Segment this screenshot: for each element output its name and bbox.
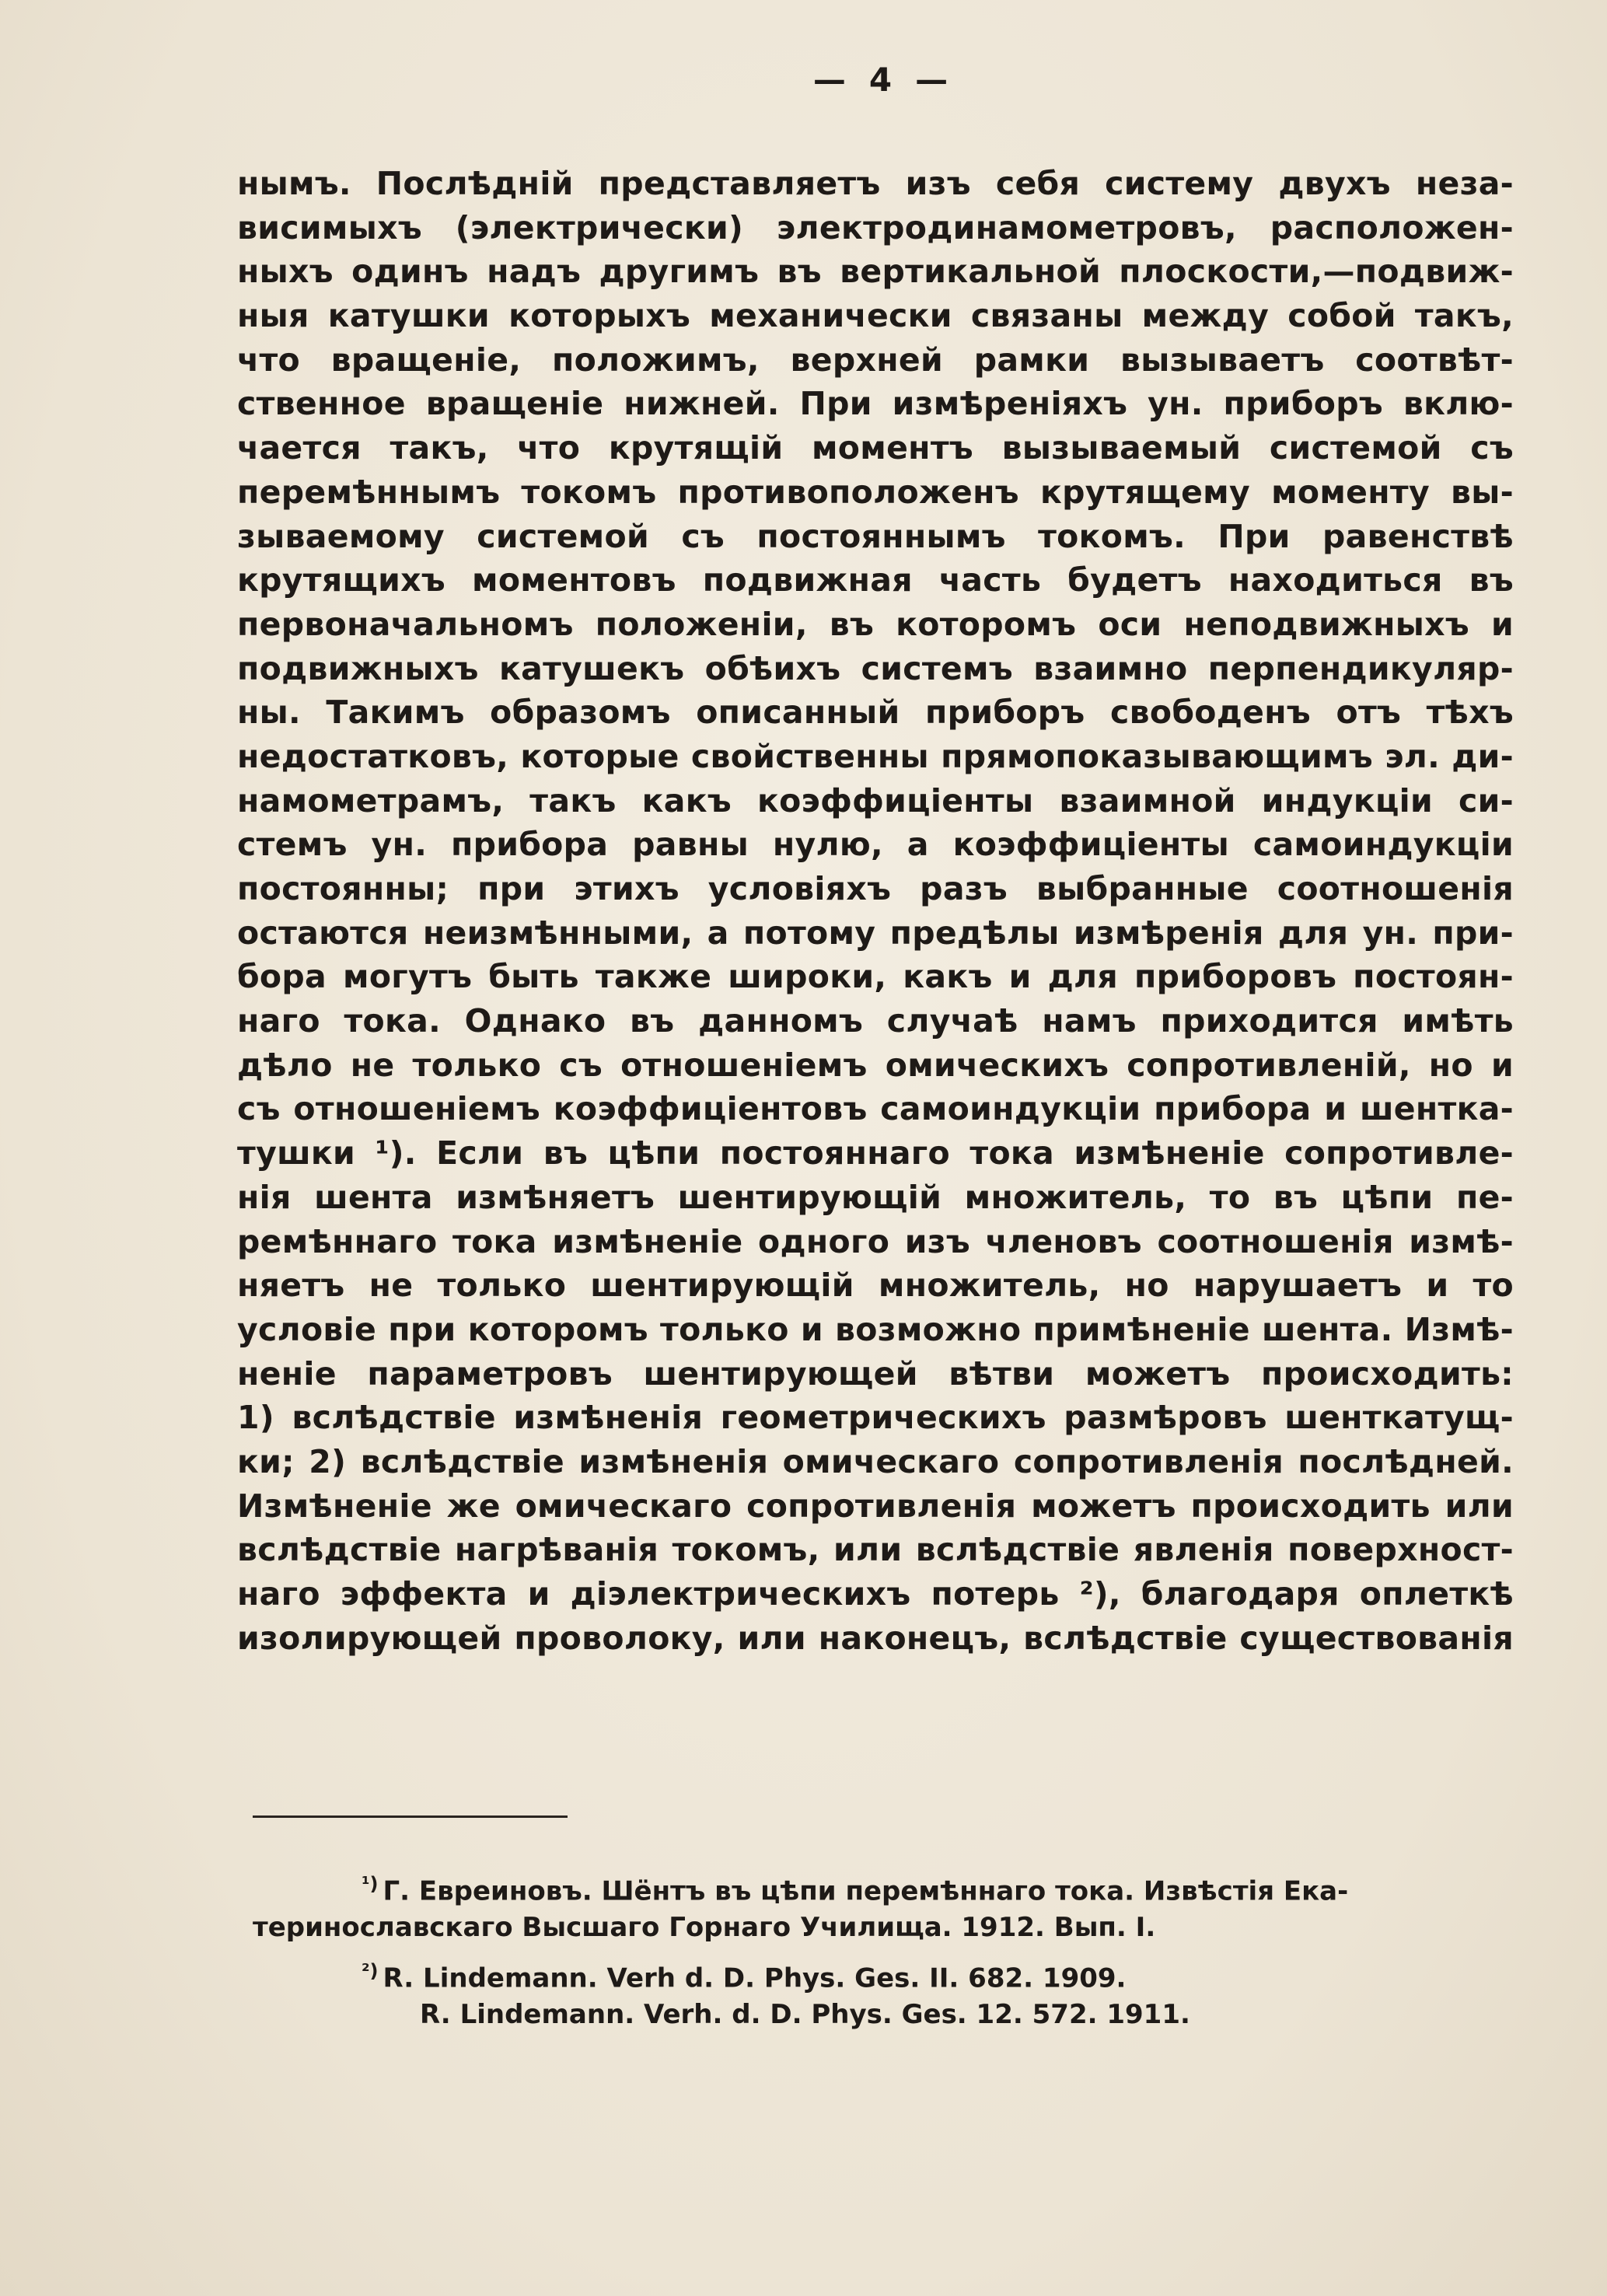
body-line: перемѣннымъ токомъ противоположенъ крутящему моменту вы- (237, 473, 1514, 511)
body-line: висимыхъ (электрически) электродинамометровъ, расположен- (237, 208, 1514, 246)
body-line: крутящихъ моментовъ подвижная часть будетъ находиться въ (237, 561, 1514, 599)
body-line: недостатковъ, которые свойственны прямопоказывающимъ эл. ди- (237, 737, 1514, 775)
body-line: наго тока. Однако въ данномъ случаѣ намъ приходится имѣть (237, 1002, 1514, 1040)
page-number-right-dash: — (915, 61, 950, 99)
body-text (237, 162, 1514, 1660)
body-line: постоянны; при этихъ условiяхъ разъ выбранные соотношенiя (237, 870, 1514, 907)
footnotes (253, 1862, 1516, 2036)
page-number: 4 (868, 61, 894, 99)
body-line: условiе при которомъ только и возможно примѣненiе шента. Измѣ- (237, 1310, 1514, 1348)
body-line: ныя катушки которыхъ механически связаны между собой такъ, (237, 297, 1514, 335)
body-line: подвижныхъ катушекъ обѣихъ системъ взаимно перпендикуляр- (237, 649, 1514, 687)
body-line: няетъ не только шентирующiй множитель, но нарушаетъ и то (237, 1267, 1514, 1305)
footnote-1-marker: ¹) (362, 1873, 379, 1895)
body-line: 1) вслѣдствiе измѣненiя геометрическихъ размѣровъ шенткатущ- (237, 1399, 1514, 1437)
body-line: ненiе параметровъ шентирующей вѣтви можетъ происходить: (237, 1354, 1514, 1393)
body-line: ки; 2) вслѣдствiе измѣненiя омическаго сопротивленiя послѣдней. (237, 1442, 1514, 1480)
body-line: изолирующей проволоку, или наконецъ, вслѣдствiе существованiя (237, 1619, 1514, 1657)
body-line: нiя шента измѣняетъ шентирующiй множитель, то въ цѣпи пе- (237, 1178, 1514, 1216)
body-line: наго эффекта и дiэлектрическихъ потерь ²), благодаря оплеткѣ (237, 1575, 1514, 1613)
body-line: нымъ. Послѣднiй представляетъ изъ себя систему двухъ неза- (237, 165, 1514, 202)
footnote-2-line-1: R. Lindemann. Verh d. D. Phys. Ges. II. 682. 1909. (383, 1962, 1127, 1994)
footnote-1 (253, 1862, 1516, 1906)
body-line: зываемому системой съ постояннымъ токомъ. При равенствѣ (237, 517, 1514, 555)
body-line: первоначальномъ положенiи, въ которомъ оси неподвижныхъ и (237, 605, 1514, 643)
page-number-left-dash: — (812, 61, 847, 99)
footnote-divider (253, 1815, 568, 1818)
body-line: ныхъ одинъ надъ другимъ въ вертикальной плоскости,—подвиж- (237, 253, 1514, 291)
footnote-1-line-1: Г. Евреиновъ. Шёнтъ въ цѣпи перемѣннаго тока. Извѣстiя Ека- (383, 1875, 1349, 1907)
body-line: бора могутъ быть также широки, какъ и для приборовъ постоян- (237, 958, 1514, 996)
body-line: ны. Такимъ образомъ описанный приборъ свободенъ отъ тѣхъ (237, 694, 1514, 732)
body-line: намометрамъ, такъ какъ коэффицiенты взаимной индукцiи си- (237, 781, 1514, 820)
body-line: Измѣненiе же омическаго сопротивленiя можетъ происходить или (237, 1487, 1514, 1525)
page-number-header (0, 61, 1607, 99)
body-line: ремѣннаго тока измѣненiе одного изъ членовъ соотношенiя измѣ- (237, 1222, 1514, 1260)
body-line: тушки ¹). Если въ цѣпи постояннаго тока измѣненiе сопротивле- (237, 1134, 1514, 1172)
footnote-2-marker: ²) (362, 1960, 379, 1982)
body-line: дѣло не только съ отношенiемъ омическихъ сопротивленiй, но и (237, 1046, 1514, 1084)
body-line: съ отношенiемъ коэффицiентовъ самоиндукцiи прибора и шентка- (237, 1090, 1514, 1128)
footnote-2 (253, 1949, 1516, 1993)
body-line: что вращенiе, положимъ, верхней рамки вызываетъ соотвѣт- (237, 341, 1514, 379)
footnote-2-line-2: R. Lindemann. Verh. d. D. Phys. Ges. 12. 572. 1911. (420, 1999, 1190, 2030)
body-line: вслѣдствiе нагрѣванiя токомъ, или вслѣдствiе явленiя поверхност- (237, 1531, 1514, 1569)
body-line: стемъ ун. прибора равны нулю, а коэффицiенты самоиндукцiи (237, 826, 1514, 864)
footnote-1-continuation: теринославскаго Высшаго Горнаго Училища. 1912. Вып. I. (253, 1912, 1156, 1943)
body-line: чается такъ, что крутящiй моментъ вызываемый системой съ (237, 429, 1514, 467)
body-line: остаются неизмѣнными, а потому предѣлы измѣренiя для ун. при- (237, 914, 1514, 952)
body-line: ственное вращенiе нижней. При измѣренiяхъ ун. приборъ вклю- (237, 385, 1514, 423)
